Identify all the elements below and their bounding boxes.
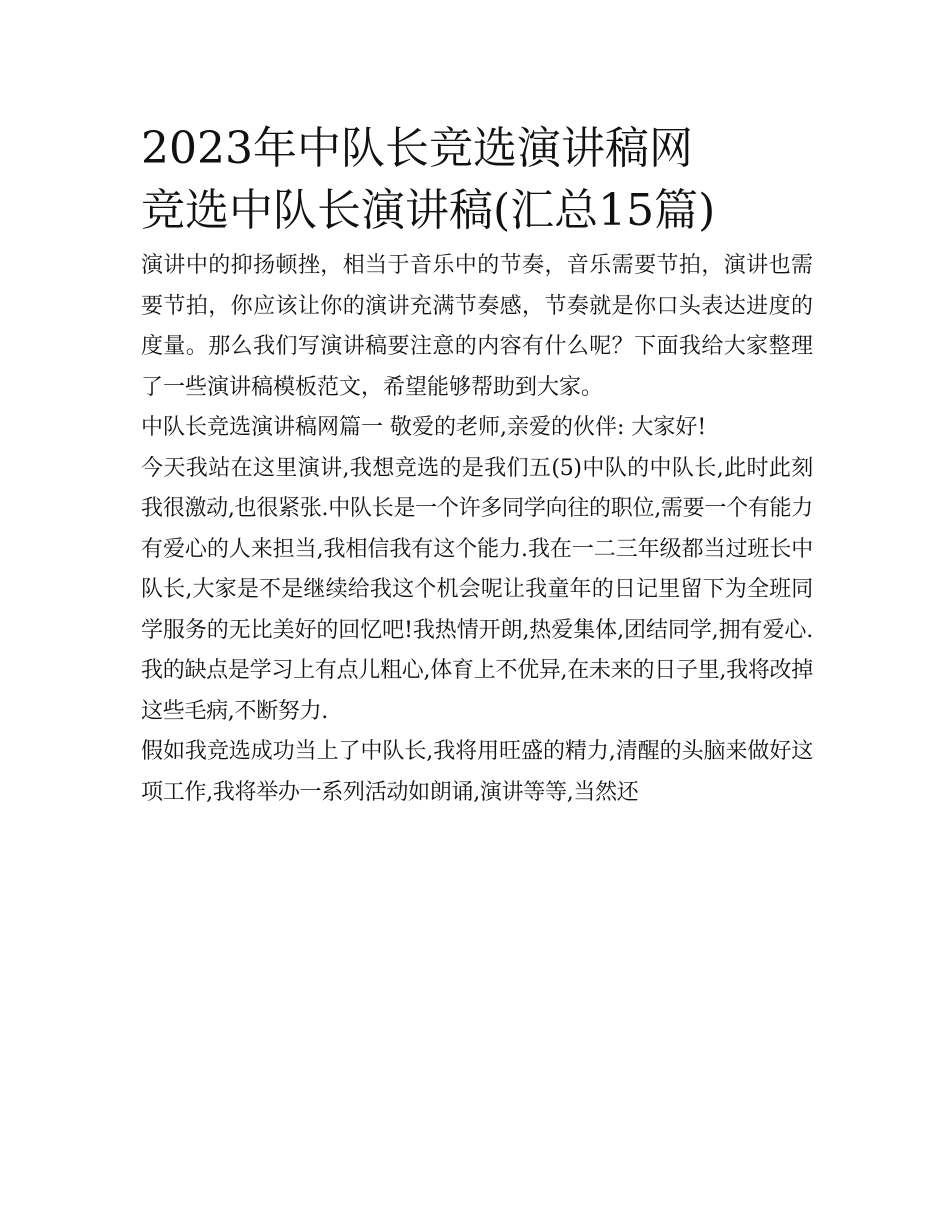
title-line-2: 竞选中队长演讲稿(汇总15篇) bbox=[141, 185, 716, 236]
document-title bbox=[141, 118, 813, 242]
body-paragraph: 今天我站在这里演讲,我想竞选的是我们五(5)中队的中队长,此时此刻我很激动,也很紧张.中队长是一个许多同学向往的职位,需要一个有能力有爱心的人来担当,我相信我有这个能力.我在一二三年级都当过班长中队长,大家是不是继续给我这个机会呢让我童年的日记里留下为全班同学服务的无比美好的回忆吧!我热情开朗,热爱集体,团结同学,拥有爱心.我的缺点是学习上有点儿粗心,体育上不优异,在未来的日子里,我将改掉这些毛病,不断努力. bbox=[141, 455, 813, 724]
title-line-1: 2023年中队长竞选演讲稿网 bbox=[141, 123, 693, 174]
section-heading-paragraph: 中队长竞选演讲稿网篇一 敬爱的老师,亲爱的伙伴: 大家好! bbox=[141, 415, 707, 440]
body-paragraph-continued: 假如我竞选成功当上了中队长,我将用旺盛的精力,清醒的头脑来做好这项工作,我将举办一系列活动如朗诵,演讲等等,当然还 bbox=[141, 739, 813, 805]
document-page bbox=[141, 118, 813, 813]
intro-paragraph: 演讲中的抑扬顿挫，相当于音乐中的节奏，音乐需要节拍，演讲也需要节拍，你应该让你的演讲充满节奏感，节奏就是你口头表达进度的度量。那么我们写演讲稿要注意的内容有什么呢？下面我给大家整理了一些演讲稿模板范文，希望能够帮助到大家。 bbox=[141, 253, 813, 400]
